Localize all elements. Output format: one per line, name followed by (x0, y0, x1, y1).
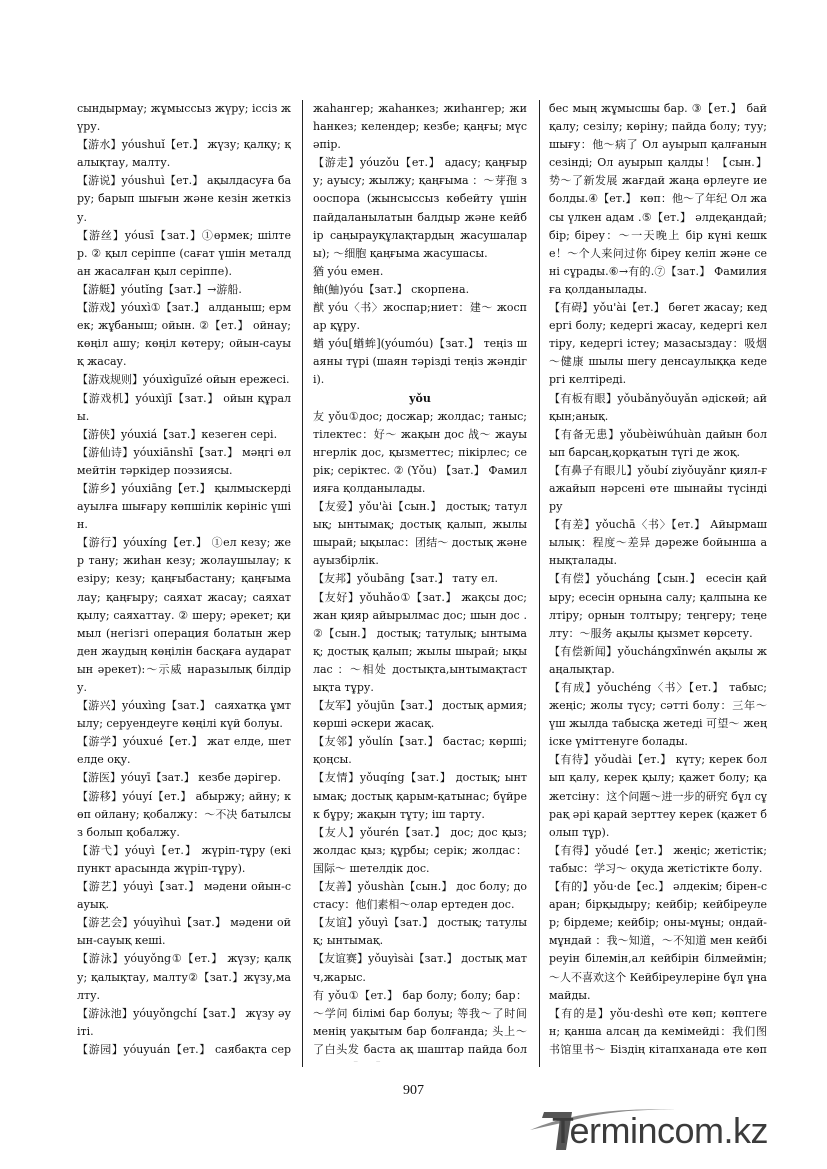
dictionary-entry: 【游说】yóushuì【ет.】 ақылдасуға бару; барып шығын және кезін жеткізу. (77, 174, 291, 224)
dictionary-entry: 【游乡】yóuxiāng【ет.】 қылмыскерді ауылға шығару көпшілік көрініс үшін. (77, 481, 291, 532)
dictionary-entry: 【有的】yǒu·de【ес.】 әлдекім; бірен-саран; бірқыдыру; кейбір; кейбіреулер; бірдеме; кейбір; оны-мұны; ондай-мұндай ：我～知道，～不知道 мен кейбіреуін білемін,ал кейбірін білмеймін; ～人不喜欢这个 Кейбіреулеріне бұл ұнамайды. (549, 880, 767, 1002)
dictionary-entry: 友 yǒu①дос; досжар; жолдас; таныс; тілектес：好～ жақын дос 战～ жауынгерлік дос, қызметтес; пікірлес; серік; серіктес. ② (Yǒu) 【зат.】 Фамилияға қолданылады. (313, 409, 527, 495)
dictionary-entry: 有 yǒu①【ет.】 бар болу; болу; бар：～学问 білімі бар болуы; 等我～了时间 менің уақытым бар болғанда; 头上～了白头发 баста ақ шаштар пайда бол (313, 988, 527, 1056)
dictionary-entry: 【游泳池】yóuyǒngchí【зат.】 жүзу әуіті. (77, 1006, 291, 1038)
dictionary-entry: 【有得】yǒudé【ет.】 жеңіс; жетістік; табыс：学习～ оқуда жетістікте болу. (549, 843, 767, 875)
dictionary-entry: 蝤 yóu[蝤蛑](yóumóu)【зат.】 теңіз шаяны түрі (шаян тәрізді теңіз жәндігі). (313, 337, 527, 387)
dictionary-entry: 【友善】yǒushàn【сын.】 дос болу; достасу：他们素相～олар ертеден дос. (313, 880, 527, 912)
section-heading: yǒu (409, 391, 431, 405)
dictionary-entry: 【有待】yǒudài【ет.】 күту; керек болып қалу, керек қылу; қажет болу; қажетсіну：这个问题～进一步的研究 бұл сұрақ әрі қарай зерттеу керек (қажет болып тұр). (549, 753, 767, 839)
logo-text: Termincom.kz (552, 1110, 769, 1151)
dictionary-entry: 【有备无患】yǒubèiwúhuàn дайын болып барсаң,қорқатын түгі де жоқ. (549, 427, 767, 459)
dictionary-entry: 【有鼻子有眼儿】yǒubí ziyǒuyǎnr қиял-ғажайып нәрсені өте шынайы түсіндіру (549, 463, 767, 514)
dictionary-entry: 【有差】yǒuchā〈书〉【ет.】 Айырмашылық：程度～差异 дәреже бойынша анықталады. (549, 518, 767, 568)
dictionary-entry: 【有成】yǒuchéng〈书〉【ет.】 табыс; жеңіс; жолы түсу; сәтті болу：三年～ үш жылда табысқа жетеді 可望～ жеңіске үміттенуге болады. (549, 681, 767, 749)
termincom-logo[interactable] (526, 1100, 816, 1158)
dictionary-entry: 【游艺】yóuyì【зат.】 мәдени ойын-сауық. (77, 880, 291, 912)
dictionary-column-2 (313, 100, 527, 1062)
dictionary-entry: 【游艺会】yóuyìhuì【зат.】 мәдени ойын-сауық кеші. (77, 916, 291, 948)
dictionary-entry: 【游艇】yóutǐng【зат.】→游船. (77, 282, 242, 296)
dictionary-entry: 【游走】yóuzǒu【ет.】 адасу; қаңғыру; ауысу; жылжу; қаңғыма ：～芽孢 зооспора (жынсыссыз көбейту үшін пайдаланылатын балдыр және кейбір саңырауқұлақтардың жасушалары); ～细胞 қаңғыма жасушасы. (313, 156, 527, 260)
dictionary-entry: 【游仙诗】yóuxiānshī【зат.】 мәңгі өлмейтін тәркідер поэзиясы. (77, 445, 291, 477)
dictionary-entry: 猶 yóu емен. (313, 264, 384, 278)
dictionary-entry: 【有偿】yǒucháng【сын.】 есесін қайыру; есесін орнына салу; қалпына келтіру; орнын толтыру; теңгеру; теңелту：～服务 ақылы қызмет көрсету. (549, 572, 767, 640)
dictionary-entry: сындырмау; жұмыссыз жүру; іссіз жүру. (77, 102, 291, 134)
dictionary-entry: 【游水】yóushuǐ【ет.】 жүзу; қалқу; қалықтау, малту. (77, 138, 291, 170)
dictionary-entry: 【游戏机】yóuxìjī【зат.】 ойын құралы. (77, 391, 291, 423)
dictionary-entry: 鲉(鮋)yóu【зат.】 скорпена. (313, 282, 470, 296)
dictionary-entry: 【有板有眼】yǒubǎnyǒuyǎn әдіскөй; айқын;анық. (549, 391, 767, 423)
dictionary-entry: 【游移】yóuyí【ет.】 абыржу; айну; көп ойлану; қобалжу：～不决 батылсыз болып қобалжу. (77, 789, 291, 839)
dictionary-entry: 【友好】yǒuhǎo①【зат.】 жақсы дос; жан қияр айырылмас дос; шын дос .②【сын.】 достық; татулық; ынтымақ; достық қалып; жылы шырай; ықылас ：～相处 достықта,ынтымақтастықта тұру. (313, 590, 527, 694)
dictionary-entry: 【游丝】yóusī【зат.】①өрмек; шілтер. ② қыл серіппе (сағат үшін металдан жасалған қыл серіппе). (77, 228, 291, 278)
dictionary-entry: 【有偿新闻】yǒuchángxīnwén ақылы жаңалықтар. (549, 644, 767, 676)
dictionary-column-3 (549, 100, 767, 1062)
dictionary-entry: 【有碍】yǒu'ài【ет.】 бөгет жасау; кедергі болу; кедергі жасау, кедергі келтіру, кедергі істеу; мазасыздау：吸烟～健康 шылы шегу денсаулыққа кедергі келтіреді. (549, 301, 767, 387)
dictionary-entry: 【友军】yǒujūn【зат.】 достық армия; көрші әскери жасақ. (313, 699, 527, 731)
dictionary-entry: 【友人】yǒurén【зат.】 дос; дос қыз; жолдас қыз; құрбы; серік; жолдас：国际～ шетелдік дос. (313, 825, 527, 875)
dictionary-entry: 【友爱】yǒu'ài【сын.】 достық; татулық; ынтымақ; достық қалып, жылы шырай; ықылас：团结～ достық және ауызбірлік. (313, 500, 527, 568)
dictionary-entry: 【友谊赛】yǒuyìsài【зат.】 достық матч,жарыс. (313, 952, 527, 984)
dictionary-entry: 【游戏】yóuxì①【зат.】 алданыш; ермек; жұбаныш; ойын. ②【ет.】 ойнау; көңіл ашу; көңіл көтеру; ойын-сауық жасау. (77, 301, 291, 369)
dictionary-entry: 【游学】yóuxué【ет.】 жат елде, шет елде оқу. (77, 735, 291, 767)
dictionary-entry: 【游兴】yóuxìng【зат.】 саяхатқа ұмтылу; серуендеуге көңілі күй болуы. (77, 699, 291, 731)
dictionary-entry: 【游弋】yóuyì【ет.】 жүріп-тұру (екі пункт арасында жүріп-тұру). (77, 843, 291, 875)
dictionary-entry: 【游行】yóuxíng【ет.】 ①ел кезу; жер тану; жиһан кезу; жолаушылау; кезіру; кезу; қаңғыбастану; қаңғымалау; қаңғыру; саяхат жасау; саяхат қылу; саяхаттау. ② шеру; әрекет; қимыл (негізгі операция болатын жерден жаудың көңілін басқаға аударатын әрекет):～示威 наразылық білдіру. (77, 536, 291, 694)
dictionary-entry: 【游园】yóuyuán【ет.】 саябақта сер (77, 1042, 291, 1056)
dictionary-entry: 【游泳】yóuyǒng①【ет.】 жүзу; қалқу; қалықтау, малту②【зат.】жүзу,малту. (77, 952, 291, 1002)
dictionary-column-1 (77, 100, 291, 1062)
dictionary-entry: жаһангер; жаһанкез; жиһангер; жиһанкез; келендер; кезбе; қаңғы; мүсәпір. (313, 102, 527, 152)
dictionary-entry: 【有的是】yǒu·deshì өте көп; көптеген; қанша алсаң да кемімейді：我们图书馆里书～ Біздің кітапханада өте көп (549, 1006, 767, 1056)
column-divider (302, 100, 303, 1067)
dictionary-entry: 【友谊】yǒuyì【зат.】 достық; татулық; ынтымақ. (313, 916, 527, 948)
dictionary-entry: 【游戏规则】yóuxìguīzé ойын ережесі. (77, 373, 290, 387)
dictionary-entry: 【游医】yóuyī【зат.】 кезбе дәрігер. (77, 771, 281, 785)
dictionary-entry: 【游侠】yóuxiá【зат.】кезеген сері. (77, 427, 278, 441)
dictionary-entry: 【友情】yǒuqíng【зат.】 достық; ынтымақ; достық қарым-қатынас; бүйрек бұру; жақын тұту; іш тарту. (313, 771, 527, 821)
column-divider (539, 100, 540, 1067)
page-number: 907 (403, 1083, 424, 1098)
dictionary-entry: 【友邦】yǒubāng【зат.】 тату ел. (313, 572, 498, 586)
dictionary-entry: бес мың жұмысшы бар. ③【ет.】 байқалу; сезілу; көріну; пайда болу; туу; шығу：他～病了 Ол ауырып қалғанын сезінді; Ол ауырып қалды！【сын.】 势～了新发展 жағдай жаңа өрлеуге ие болды.④【ет.】 көп：他～了年纪 Ол жасы үлкен адам .⑤【ет.】 әлдеқандай; бір; біреу：～一天晚上 бір күні кешке！～个人来问过你 біреу келіп және сені сұрады.⑥→有的.⑦【зат.】 Фамилияға қолданылады. (549, 102, 767, 296)
dictionary-entry: 猷 yóu〈书〉жоспар;ниет：建～ жоспар құру. (313, 301, 527, 333)
dictionary-entry: 【友邻】yǒulín【зат.】 бастас; көрші; қоңсы. (313, 735, 527, 767)
